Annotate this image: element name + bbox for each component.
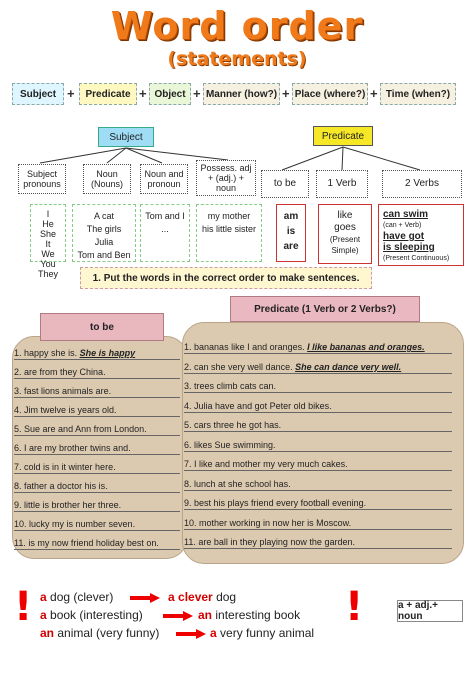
possess-item: my mother — [207, 211, 251, 221]
scrambled-words: Sue are and Ann from London. — [24, 424, 147, 434]
example-phrase: dog — [212, 590, 237, 604]
example-result-3 — [210, 626, 314, 640]
line-number: 2. — [14, 367, 22, 377]
answer-underline — [184, 392, 452, 393]
answer-underline — [184, 412, 452, 413]
scrambled-words: can she very well dance. — [194, 361, 293, 372]
pronoun-item: It — [45, 239, 51, 249]
formula-manner: Manner (how?) — [203, 83, 280, 105]
formula-subject: Subject — [12, 83, 64, 105]
to-be-list — [276, 204, 306, 262]
answer-underline — [184, 548, 452, 549]
arrow-icon — [130, 593, 160, 603]
plus-sign: + — [67, 86, 75, 101]
to-be-item: am — [283, 211, 299, 222]
noun-item: The girls — [86, 224, 122, 234]
to-be-item: is — [286, 226, 296, 237]
example-phrase: book (interesting) — [46, 608, 143, 622]
example-phrase: interesting book — [212, 608, 301, 622]
line-number: 9. — [14, 500, 22, 510]
scrambled-words: I like and mother my very much cakes. — [194, 459, 348, 469]
pronouns-list — [30, 204, 66, 279]
exclamation-icon: ! — [345, 584, 364, 630]
line-number: 7. — [184, 459, 192, 469]
scrambled-words: bananas like I and oranges. — [194, 342, 305, 352]
formula-place: Place (where?) — [292, 83, 368, 105]
article: a — [210, 626, 217, 640]
scrambled-words: fast lions animals are. — [24, 386, 112, 396]
one-verb-list — [318, 204, 372, 264]
line-number: 3. — [14, 386, 22, 396]
adjective: clever — [174, 590, 213, 604]
scrambled-words: likes Sue swimming. — [194, 439, 276, 450]
example-line-1 — [40, 590, 113, 604]
verb-item: is sleeping — [383, 242, 435, 253]
scrambled-words: lucky my is number seven. — [29, 519, 136, 529]
answer-underline — [14, 549, 180, 550]
two-verbs-box: 2 Verbs — [382, 170, 462, 198]
plus-sign: + — [193, 86, 201, 101]
to-be-header: to be — [40, 313, 164, 341]
scrambled-words: is my now friend holiday best on. — [28, 538, 159, 548]
article: a — [40, 608, 47, 622]
answer-underline — [184, 431, 452, 432]
line-number: 2. — [184, 361, 192, 372]
answer-underline — [184, 353, 452, 354]
verb-note: (can + Verb) — [383, 222, 422, 229]
line-number: 8. — [14, 481, 22, 491]
line-number: 1. — [14, 348, 22, 358]
noun-item: A cat — [93, 211, 114, 221]
plus-sign: + — [282, 86, 290, 101]
page-subtitle: (statements) — [167, 48, 307, 70]
line-number: 10. — [14, 519, 27, 529]
subject-pronouns-box: Subject pronouns — [18, 164, 66, 194]
scrambled-words: lunch at she school has. — [194, 478, 291, 489]
formula-time: Time (when?) — [380, 83, 456, 105]
verb-item: have got — [383, 231, 425, 242]
scrambled-words: little is brother her three. — [24, 500, 122, 510]
article: a — [168, 590, 175, 604]
line-number: 1. — [184, 342, 192, 352]
article: an — [198, 608, 213, 622]
answer-field[interactable]: I like bananas and oranges. — [307, 342, 425, 352]
scrambled-words: are ball in they playing now the garden. — [198, 537, 355, 547]
line-number: 10. — [184, 517, 197, 528]
plus-sign: + — [370, 86, 378, 101]
article: a — [40, 590, 47, 604]
pronoun-item: He — [42, 219, 54, 229]
scrambled-words: father a doctor his is. — [24, 481, 108, 491]
verb-item: like — [337, 210, 353, 221]
answer-underline — [184, 373, 452, 374]
example-phrase: dog (clever) — [46, 590, 114, 604]
noun-box: Noun (Nouns) — [83, 164, 131, 194]
answer-underline — [14, 473, 180, 474]
answer-field[interactable]: She is happy — [79, 348, 136, 358]
answer-underline — [14, 359, 180, 360]
verb-item: goes — [334, 222, 356, 233]
scrambled-words: trees climb cats can. — [194, 381, 277, 391]
line-number: 11. — [14, 538, 26, 548]
arrow-icon — [176, 629, 206, 639]
predicate-exercise — [184, 340, 462, 562]
line-number: 4. — [184, 400, 192, 411]
noun-item: Tom and Ben — [77, 250, 131, 260]
page-title: Word order — [110, 4, 364, 48]
pronoun-item: You — [40, 259, 56, 269]
possess-item: his little sister — [201, 224, 256, 234]
pronoun-item: They — [37, 269, 58, 279]
line-number: 9. — [184, 498, 192, 508]
scrambled-words: are from they China. — [24, 367, 106, 377]
verb-item: can swim — [383, 209, 429, 220]
answer-underline — [184, 470, 452, 471]
noun-pronoun-list — [140, 204, 190, 262]
scrambled-words: cars three he got has. — [194, 420, 282, 430]
scrambled-words: mother working in now her is Moscow. — [199, 517, 352, 528]
line-number: 5. — [14, 424, 22, 434]
to-be-item: are — [283, 241, 299, 252]
line-number: 7. — [14, 462, 22, 472]
pronoun-item: We — [41, 249, 55, 259]
subject-node: Subject — [98, 127, 154, 147]
pronoun-item: I — [46, 209, 50, 219]
instruction: 1. Put the words in the correct order to make sentences. — [80, 267, 372, 289]
to-be-box: to be — [261, 170, 309, 198]
example-phrase: very funny animal — [216, 626, 315, 640]
arrow-icon — [163, 611, 193, 621]
answer-underline — [14, 492, 180, 493]
answer-underline — [184, 490, 452, 491]
answer-underline — [184, 529, 452, 530]
line-number: 3. — [184, 381, 192, 391]
scrambled-words: I are my brother twins and. — [24, 443, 131, 453]
possess-box: Possess. adj + (adj.) + noun — [196, 160, 256, 196]
scrambled-words: happy she is. — [24, 348, 78, 358]
possess-list — [196, 204, 262, 262]
tense-note: (Present Continuous) — [383, 255, 450, 262]
line-number: 8. — [184, 478, 192, 489]
answer-underline — [184, 509, 452, 510]
answer-underline — [14, 511, 180, 512]
answer-field[interactable]: She can dance very well. — [295, 361, 402, 372]
answer-underline — [184, 451, 452, 452]
tense-note: (Present Simple) — [329, 235, 361, 255]
predicate-node: Predicate — [313, 126, 373, 146]
answer-underline — [14, 435, 180, 436]
answer-underline — [14, 530, 180, 531]
scrambled-words: Julia have and got Peter old bikes. — [194, 400, 332, 411]
line-number: 4. — [14, 405, 22, 415]
scrambled-words: cold is in it winter here. — [24, 462, 116, 472]
formula-object: Object — [149, 83, 191, 105]
example-line-2 — [40, 608, 143, 622]
pronoun-item: She — [39, 229, 56, 239]
predicate-header: Predicate (1 Verb or 2 Verbs?) — [230, 296, 420, 322]
noun-pronoun-box: Noun and pronoun — [140, 164, 188, 194]
rule-box: a + adj.+ noun — [397, 600, 463, 622]
answer-underline — [14, 454, 180, 455]
article: an — [40, 626, 55, 640]
scrambled-words: best his plays friend every football evening. — [194, 498, 367, 508]
line-number: 11. — [184, 537, 196, 547]
line-number: 5. — [184, 420, 192, 430]
noun-pronoun-item: Tom and I — [145, 211, 185, 221]
line-number: 6. — [184, 439, 192, 450]
example-line-3 — [40, 626, 159, 640]
plus-sign: + — [139, 86, 147, 101]
answer-underline — [14, 378, 180, 379]
exclamation-icon: ! — [14, 584, 33, 630]
noun-pronoun-item: ... — [161, 224, 169, 234]
nouns-list — [72, 204, 136, 262]
answer-underline — [14, 397, 180, 398]
example-result-1 — [168, 590, 236, 604]
formula-predicate: Predicate — [79, 83, 137, 105]
two-verbs-list — [378, 204, 464, 266]
noun-item: Julia — [94, 237, 114, 247]
line-number: 6. — [14, 443, 22, 453]
scrambled-words: Jim twelve is years old. — [24, 405, 117, 415]
one-verb-box: 1 Verb — [316, 170, 368, 198]
example-result-2 — [198, 608, 300, 622]
answer-underline — [14, 416, 180, 417]
to-be-exercise — [14, 346, 186, 556]
example-phrase: animal (very funny) — [54, 626, 160, 640]
